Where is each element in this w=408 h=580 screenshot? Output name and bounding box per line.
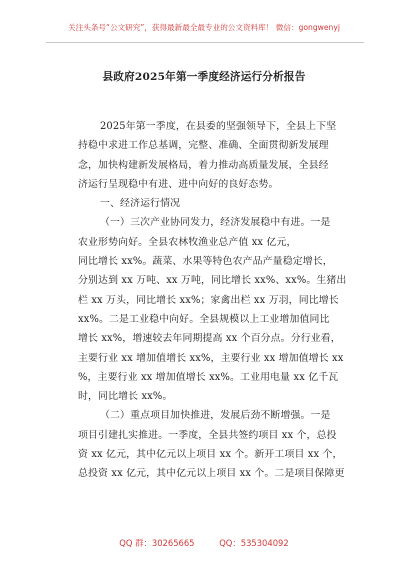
qq-group: QQ 群：30265665 [119,538,195,548]
paragraph-line: 项目引建扎实推进。一季度，全县共签约项目 xx 个，总投 [78,429,337,441]
paragraph-line: 2025年第一季度，在县委的坚强领导下，全县上下坚 [100,121,337,132]
paragraph-line: 资 xx 亿元，其中亿元以上项目 xx 个。新开工项目 xx 个， [78,449,343,461]
paragraph-line: 时，同比增长 xx%。 [78,391,173,403]
paragraph-line: 持稳中求进工作总基调，完整、准确、全面贯彻新发展理 [78,140,329,152]
paragraph-line: （二）重点项目加快推进，发展后劲不断增强。一是 [100,410,331,422]
header-divider [46,42,364,43]
paragraph-line: 济运行呈现稳中有进、进中向好的良好态势。 [78,178,279,190]
paragraph-line: 主要行业 xx 增加值增长 xx%，主要行业 xx 增加值增长 xx [78,352,344,364]
document-title: 县政府2025年第一季度经济运行分析报告 [102,71,306,83]
paragraph-line: 念，加快构建新发展格局，着力推动高质量发展，全县经 [78,159,329,171]
paragraph-line: 增长 xx%，增速较去年同期提高 xx 个百分点。分行业看， [78,333,341,345]
paragraph-line: 栏 xx 万头，同比增长 xx%；家禽出栏 xx 万羽，同比增长 [78,294,339,306]
section-heading: 一、经济运行情况 [100,198,181,210]
paragraph-line: （一）三次产业协同发力，经济发展稳中有进。一是 [100,217,331,229]
footer-contacts [0,537,408,549]
paragraph-line: 同比增长 xx%。蔬菜、水果等特色农产品产量稳定增长， [78,256,333,268]
document-body [78,117,348,484]
paragraph-line: %，主要行业 xx 增加值增长 xx%。工业用电量 xx 亿千瓦 [78,371,339,383]
qq-number: QQ：535304092 [219,538,289,548]
paragraph-line: 分别达到 xx 万吨、xx 万吨，同比增长 xx%、xx%。生猪出 [78,275,347,287]
paragraph-line: 农业形势向好。全县农林牧渔业总产值 xx 亿元， [78,236,297,248]
header-notice: 关注头条号“公文研究”，获得最新最全最专业的公文资料库！ 微信：gongwenyj [68,23,340,32]
paragraph-line: 总投资 xx 亿元，其中亿元以上项目 xx 个。二是项目保障更 [78,468,345,480]
paragraph-line: xx%。二是工业稳中向好。全县规模以上工业增加值同比 [78,313,330,325]
